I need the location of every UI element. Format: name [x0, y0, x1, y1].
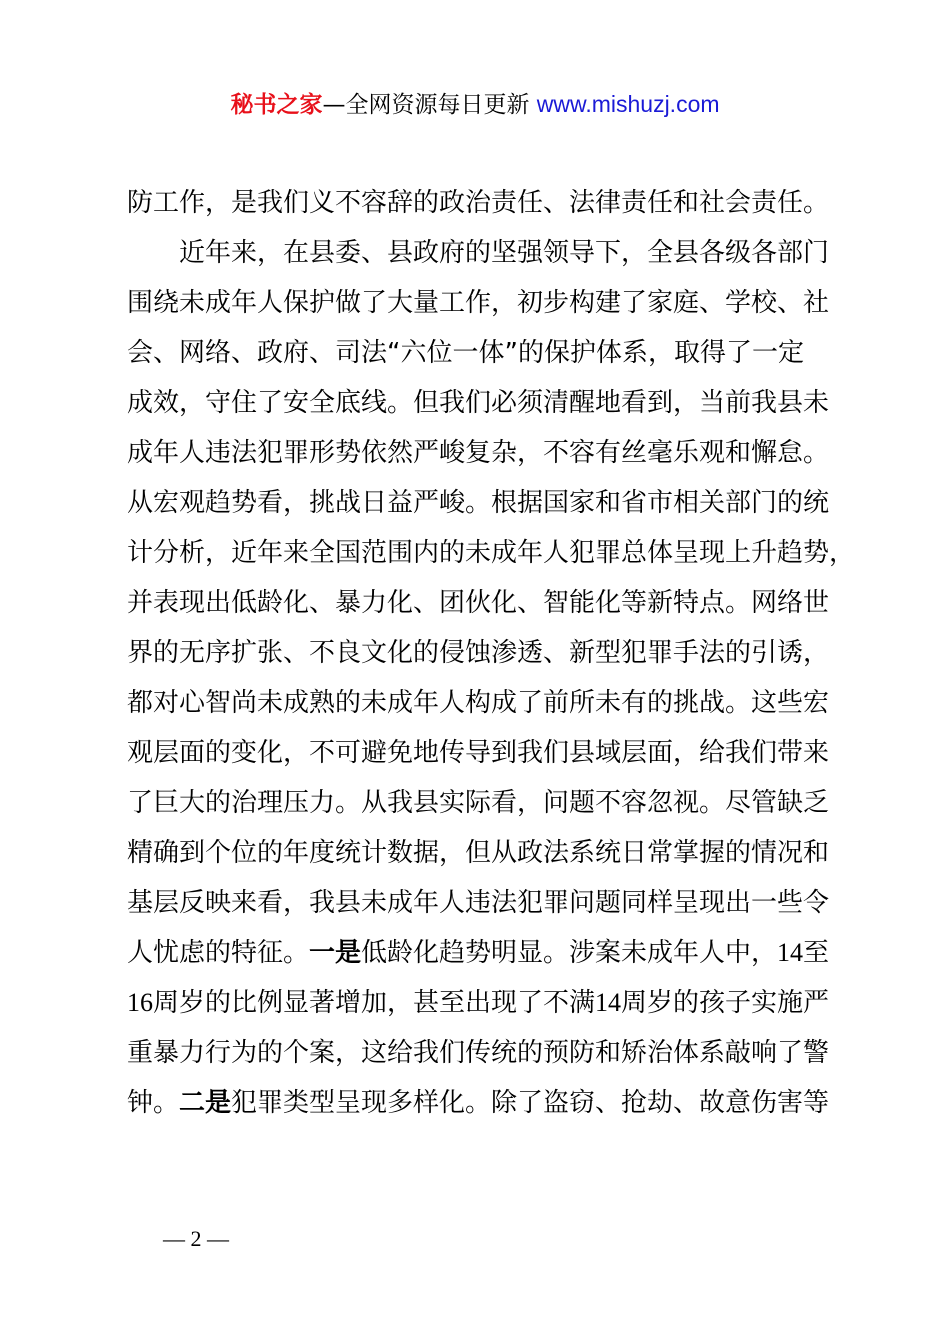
text-run: 周岁的孩子实施严	[621, 988, 830, 1018]
text-line: 成效，守住了安全底线。但我们必须清醒地看到，当前我县未	[127, 388, 830, 418]
bold-marker-first: 一是	[309, 938, 362, 968]
text-run: 犯罪类型呈现多样化。除了盗窃、抢劫、故意伤害等	[231, 1088, 830, 1118]
text-line: 重暴力行为的个案，这给我们传统的预防和矫治体系敲响了警	[127, 1038, 830, 1068]
text-line	[127, 1078, 839, 1128]
text-line: 界的无序扩张、不良文化的侵蚀渗透、新型犯罪手法的引诱，	[127, 638, 830, 668]
text-run: 低龄化趋势明显。涉案未成年人中，	[361, 938, 778, 968]
text-line: 观层面的变化，不可避免地传导到我们县域层面，给我们带来	[127, 738, 830, 768]
page-number: — 2 —	[163, 1226, 229, 1251]
text-line: 基层反映来看，我县未成年人违法犯罪问题同样呈现出一些令	[127, 888, 830, 918]
text-line: 计分析，近年来全国范围内的未成年人犯罪总体呈现上升趋势，	[127, 538, 856, 568]
text-line: 了巨大的治理压力。从我县实际看，问题不容忽视。尽管缺乏	[127, 788, 830, 818]
number-run: 14	[777, 938, 804, 967]
banner-tagline: —全网资源每日更新	[322, 92, 537, 118]
text-line: 并表现出低龄化、暴力化、团伙化、智能化等新特点。网络世	[127, 588, 830, 618]
number-run: 16	[127, 988, 153, 1017]
text-run: 人忧虑的特征。	[127, 938, 310, 968]
site-url-link[interactable]: www.mishuzj.com	[536, 91, 720, 117]
text-line: 都对心智尚未成熟的未成年人构成了前所未有的挑战。这些宏	[127, 688, 830, 718]
text-line: 从宏观趋势看，挑战日益严峻。根据国家和省市相关部门的统	[127, 488, 830, 518]
text-run: 周岁的比例显著增加，甚至出现了不满	[153, 988, 596, 1018]
text-line: 会、网络、政府、司法“六位一体”的保护体系，取得了一定	[127, 338, 804, 368]
text-line	[127, 928, 839, 978]
bold-marker-second: 二是	[179, 1088, 232, 1118]
text-line: 围绕未成年人保护做了大量工作，初步构建了家庭、学校、社	[127, 288, 830, 318]
paragraph-start: 近年来，在县委、县政府的坚强领导下，全县各级各部门	[179, 238, 830, 268]
site-banner	[0, 86, 950, 123]
text-line: 精确到个位的年度统计数据，但从政法系统日常掌握的情况和	[127, 838, 830, 868]
text-run: 钟。	[127, 1088, 180, 1118]
text-run: 至	[803, 938, 830, 968]
text-line	[127, 978, 839, 1028]
text-line: 成年人违法犯罪形势依然严峻复杂，不容有丝毫乐观和懈怠。	[127, 438, 830, 468]
text-line: 防工作，是我们义不容辞的政治责任、法律责任和社会责任。	[127, 188, 830, 218]
document-body	[127, 178, 856, 1128]
brand-name: 秘书之家	[230, 92, 323, 118]
number-run: 14	[595, 988, 622, 1017]
